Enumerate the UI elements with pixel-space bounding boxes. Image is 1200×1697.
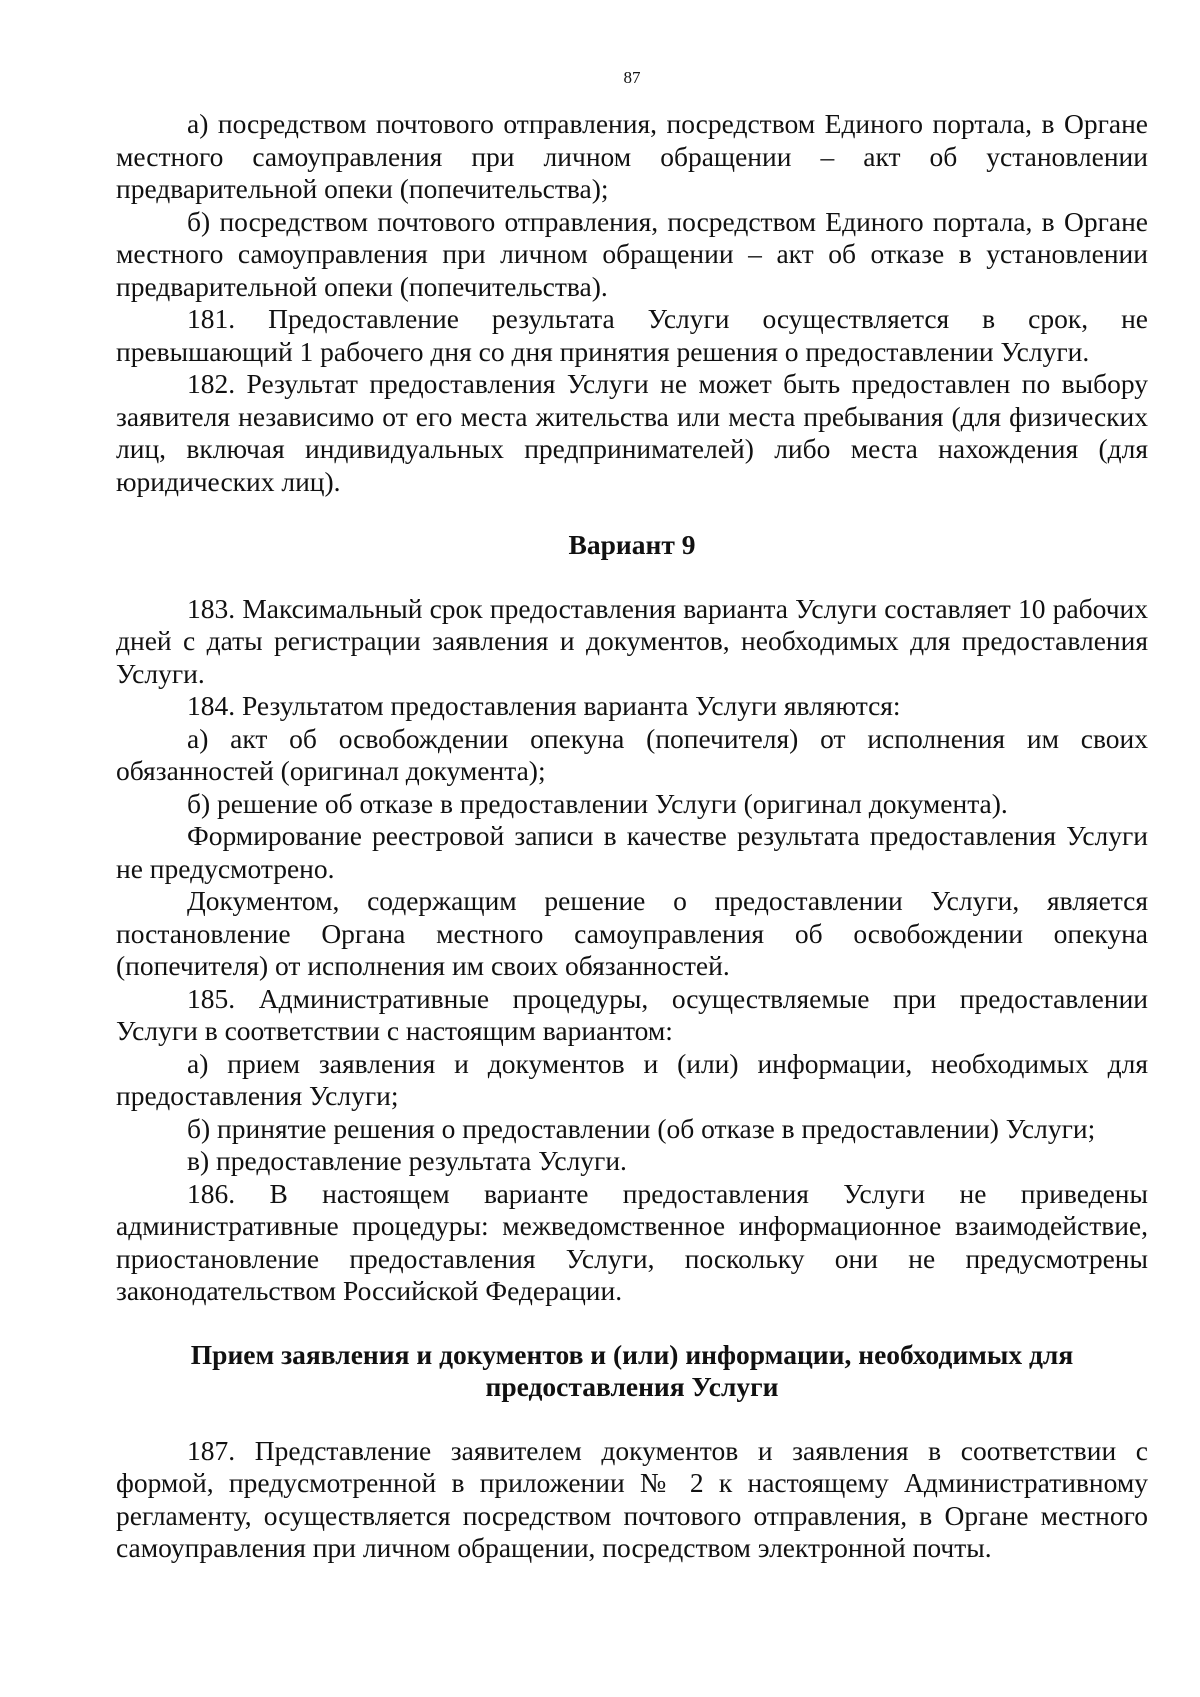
paragraph-184-item-b: б) решение об отказе в предоставлении Услуги (оригинал документа). — [187, 787, 1008, 819]
paragraph-185-item-a: а) прием заявления и документов и (или) информации, необходимых для предоставления Услуги; — [116, 1047, 1148, 1111]
section-heading-line-1: Прием заявления и документов и (или) информации, необходимых для — [190, 1338, 1074, 1370]
paragraph-183: 183. Максимальный срок предоставления варианта Услуги составляет 10 рабочих дней с даты регистрации заявления и документов, необходимых для предоставления Услуги. — [116, 592, 1148, 689]
paragraph-item-b-result-delivery: б) посредством почтового отправления, посредством Единого портала, в Органе местного самоуправления при личном обращении – акт об отказе в установлении предварительной опеки (попечительства). — [116, 205, 1148, 302]
paragraph-item-a-result-delivery: а) посредством почтового отправления, посредством Единого портала, в Органе местного самоуправления при личном обращении – акт об установлении предварительной опеки (попечительства); — [116, 108, 1148, 204]
section-heading-line-2: предоставления Услуги — [485, 1371, 779, 1402]
paragraph-181: 181. Предоставление результата Услуги осуществляется в срок, не превышающий 1 рабочего дня со дня принятия решения о предоставлении Услуги. — [116, 303, 1148, 367]
section-heading — [116, 1339, 1148, 1404]
paragraph-182: 182. Результат предоставления Услуги не может быть предоставлен по выбору заявителя независимо от его места жительства или места пребывания (для физических лиц, включая индивидуальных предпринимателей) либо места нахождения (для юридических лиц). — [116, 368, 1148, 497]
paragraph-185: 185. Административные процедуры, осуществляемые при предоставлении Услуги в соответствии с настоящим вариантом: — [116, 982, 1148, 1046]
paragraph-185-item-c: в) предоставление результата Услуги. — [187, 1145, 627, 1176]
page-number: 87 — [623, 68, 641, 87]
paragraph-187: 187. Представление заявителем документов и заявления в соответствии с формой, предусмотренной в приложении № 2 к настоящему Административному регламенту, осуществляется посредством почтового отправления, в Органе местного самоуправления при личном обращении, посредством электронной почты. — [116, 1434, 1148, 1563]
paragraph-registry-record: Формирование реестровой записи в качестве результата предоставления Услуги не предусмотрено. — [116, 820, 1148, 884]
paragraph-184: 184. Результатом предоставления варианта Услуги являются: — [187, 690, 901, 721]
paragraph-184-item-a: а) акт об освобождении опекуна (попечителя) от исполнения им своих обязанностей (оригинал документа); — [116, 722, 1148, 786]
paragraph-decision-document: Документом, содержащим решение о предоставлении Услуги, является постановление Органа местного самоуправления об освобождении опекуна (попечителя) от исполнения им своих обязанностей. — [116, 885, 1148, 981]
paragraph-186: 186. В настоящем варианте предоставления Услуги не приведены административные процедуры: межведомственное информационное взаимодействие, приостановление предоставления Услуги, поскольку они не предусмотрены законодательством Российской Федерации. — [116, 1177, 1148, 1306]
variant-heading: Вариант 9 — [568, 529, 696, 560]
paragraph-185-item-b: б) принятие решения о предоставлении (об отказе в предоставлении) Услуги; — [187, 1112, 1096, 1144]
